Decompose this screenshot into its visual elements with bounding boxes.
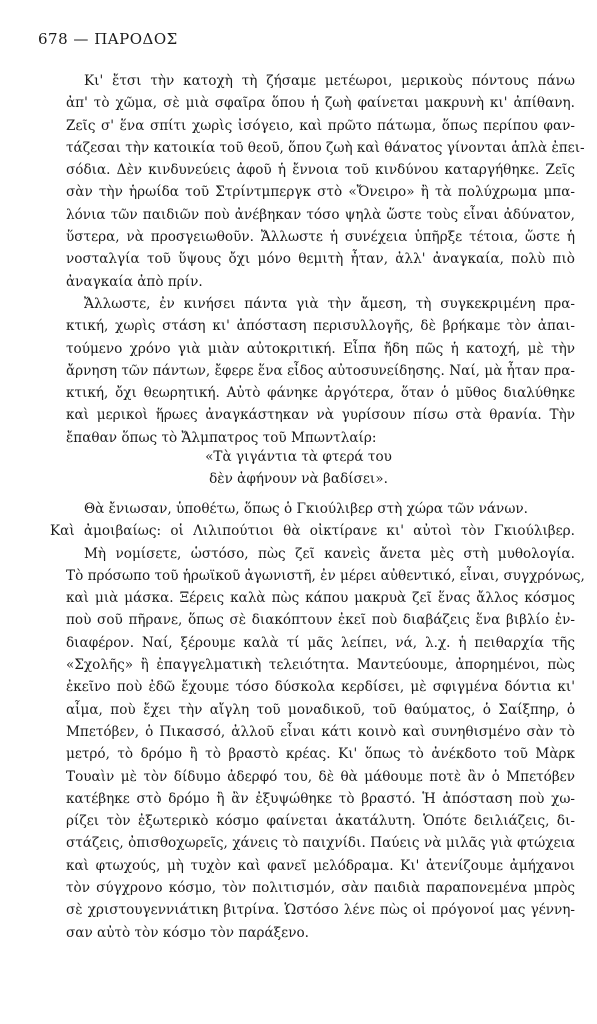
text-line: νοσταλγία τοῦ ὕψους ὄχι μόνο θεμιτὴ ἦταν, ἀλλ' ἀναγκαία, πολὺ πιὸ [66,251,575,268]
text-line: Θὰ ἔνιωσαν, ὑποθέτω, ὅπως ὁ Γκιούλιβερ στὴ χώρα τῶν νάνων. [84,501,528,517]
text-line: ἐκεῖνο ποὺ ἐδῶ ἔχουμε τόσο δύσκολα κερδίσει, μὲ σφιγμένα δόντια κι' [66,679,575,696]
text-line: διαφέρον. Ναί, ξέρουμε καλὰ τί μᾶς λείπει, νά, λ.χ. ἡ πειθαρχία τῆς [66,634,575,651]
text-line: τούμενο χρόνο γιὰ μιὰν αὐτοκριτική. Εἶπα ἤδη πῶς ἡ κατοχή, μὲ τὴν [66,340,575,357]
text-line: Ἄλλωστε, ἐν κινήσει πάντα γιὰ τὴν ἄμεση, τὴ συγκεκριμένη πρα- [84,295,575,312]
quote-line: δὲν ἀφήνουν νὰ βαδίσει». [209,471,388,488]
text-line: Τὸ πρόσωπο τοῦ ἡρωϊκοῦ ἀγωνιστῆ, ἐν μέρει αὐθεντικό, εἶναι, συγχρόνως, [66,567,585,584]
text-line: ρίζει τὸν ἐξωτερικὸ κόσμο φαίνεται ἀκατάλυτη. Ὁπότε δειλιάζεις, δι- [66,813,575,830]
text-line: Τουαὶν μὲ τὸν δίδυμο ἀδερφό του, δὲ θὰ μάθουμε ποτὲ ἂν ὁ Μπετόβεν [66,768,575,785]
text-line: ἀναγκαία ἀπὸ πρίν. [66,273,203,290]
text-line: μετρό, τὸ δρόμο ἢ τὸ βραστὸ κρέας. Κι' ὅπως τὸ ἀνέκδοτο τοῦ Μὰρκ [66,746,575,763]
text-line: ἄρνηση τῶν πάντων, ἔφερε ἕνα εἶδος αὐτοσυνείδησης. Ναί, μὰ ἦταν πρα- [66,362,575,379]
text-line: Κι' ἔτσι τὴν κατοχὴ τὴ ζήσαμε μετέωροι, μερικοὺς πόντους πάνω [84,73,575,89]
text-line: ἔπαθαν ὅπως τὸ Ἄλμπατρος τοῦ Μπωντλαίρ: [66,429,377,446]
text-line: Καὶ ἀμοιβαίως: οἱ Λιλιπούτιοι θὰ οἰκτίρανε κι' αὐτοὶ τὸν Γκιούλιβερ. [50,523,575,540]
text-line: Μὴ νομίσετε, ὡστόσο, πὼς ζεῖ κανεὶς ἄνετα μὲς στὴ μυθολογία. [84,545,575,562]
quote-line: «Τὰ γιγάντια τὰ φτερά του [205,449,392,465]
text-line: Μπετόβεν, ὁ Πικασσό, ἀλλοῦ εἶναι κάτι κοινὸ καὶ συνηθισμένο σὰν τὸ [66,723,575,740]
text-line: καὶ μερικοὶ ἥρωες ἀναγκάστηκαν νὰ γυρίσουν πίσω στὰ θρανία. Τὴν [66,407,575,424]
text-line: ἀπ' τὸ χῶμα, σὲ μιὰ σφαῖρα ὅπου ἡ ζωὴ φαίνεται μακρυνὴ κι' ἀπίθανη. [66,95,575,112]
body-text [66,70,585,449]
text-line: κτική, χωρὶς στάση κι' ἀπόσταση περισυλλογῆς, δὲ βρήκαμε τὸν ἀπαι- [66,318,575,335]
running-title: — ΠΑΡΟΔΟΣ [73,30,178,48]
text-line: σὰν τὴν ἡρωίδα τοῦ Στρίντμπεργκ στὸ «Ὄνειρο» ἢ τὰ πολύχρωμα μπα- [66,184,575,201]
page-number: 678 [38,30,69,48]
text-line: ποὺ σοῦ πῆρανε, ὅπως σὲ διακόπτουν ἐκεῖ ποὺ διαβάζεις ἕνα βιβλίο ἐν- [66,612,575,629]
body-text-continued [50,498,585,944]
text-line: καὶ φτωχούς, μὴ τυχὸν καὶ φανεῖ μελόδραμα. Κι' ἀτενίζουμε ἀμήχανοι [66,857,575,874]
text-line: κατέβηκε στὸ δρόμο ἢ ἂν ἐξυψώθηκε τὸ βραστό. Ἡ ἀπόσταση ποὺ χω- [66,790,575,807]
poem-quote [0,446,597,491]
text-line: ὕστερα, νὰ προσγειωθοῦν. Ἄλλωστε ἡ συνέχεια ὑπῆρξε τέτοια, ὥστε ἡ [66,229,575,246]
text-line: τάζεσαι τὴν κατοικία τοῦ θεοῦ, ὅπου ζωὴ καὶ θάνατος γίνονται ἁπλὰ ἐπει- [66,139,585,156]
text-line: σόδια. Δὲν κινδυνεύεις ἀφοῦ ἡ ἔννοια τοῦ κινδύνου καταργήθηκε. Ζεῖς [66,162,575,179]
text-line: τὸν σύγχρονο κόσμο, τὸν πολιτισμόν, σὰν παιδιὰ παραπονεμένα μπρὸς [66,880,575,897]
text-line: κτική, ὄχι θεωρητική. Αὐτὸ φάνηκε ἀργότερα, ὅταν ὁ μῦθος διαλύθηκε [66,385,575,402]
page-header [38,30,178,48]
text-line: στάζεις, ὀπισθοχωρεῖς, χάνεις τὸ παιχνίδι. Παύεις νὰ μιλᾶς γιὰ φτώχεια [66,835,575,852]
text-line: λόνια τῶν παιδιῶν ποὺ ἀνέβηκαν τόσο ψηλὰ ὥστε τοὺς εἶναι ἀδύνατον, [66,206,575,223]
text-line: Ζεῖς σ' ἕνα σπίτι χωρὶς ἰσόγειο, καὶ πρῶτο πάτωμα, ὅπως περίπου φαν- [66,117,575,134]
text-line: «Σχολῆς» ἢ ἐπαγγελματικὴ τελειότητα. Μαντεύουμε, ἀπορημένοι, πὼς [66,657,575,674]
text-line: σὲ χριστουγεννιάτικη βιτρίνα. Ὡστόσο λένε πὼς οἱ πρόγονοί μας γέννη- [66,902,575,919]
text-line: σαν αὐτὸ τὸν κόσμο τὸν παράξενο. [66,924,309,941]
text-line: καὶ μιὰ μάσκα. Ξέρεις καλὰ πὼς κάπου μακρυὰ ζεῖ ἕνας ἄλλος κόσμος [66,590,575,607]
text-line: αἷμα, ποὺ ἔχει τὴν αἴγλη τοῦ μοναδικοῦ, τοῦ θαύματος, ὁ Σαίξπηρ, ὁ [66,701,575,718]
